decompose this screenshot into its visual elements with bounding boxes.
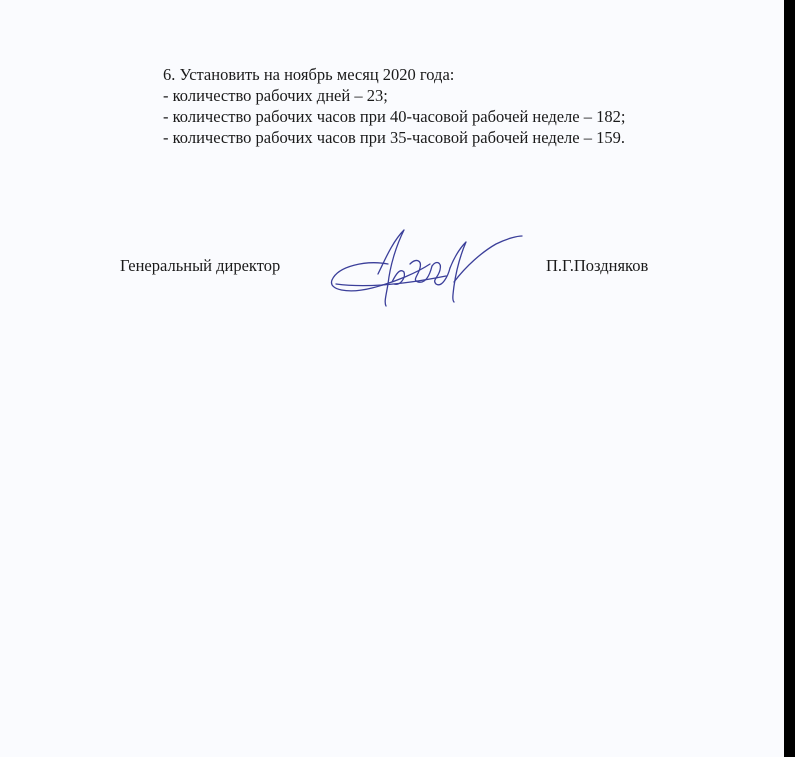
signer-position: Генеральный директор	[120, 256, 281, 275]
signer-name: П.Г.Поздняков	[546, 256, 649, 275]
handwritten-signature-icon	[326, 222, 524, 308]
clause-item: - количество рабочих часов при 35-часовой рабочей неделе – 159.	[163, 128, 625, 147]
clause-6	[163, 64, 625, 148]
clause-item: - количество рабочих часов при 40-часовой рабочей неделе – 182;	[163, 107, 626, 126]
clause-item: - количество рабочих дней – 23;	[163, 86, 388, 105]
clause-heading: 6. Установить на ноябрь месяц 2020 года:	[163, 65, 455, 84]
